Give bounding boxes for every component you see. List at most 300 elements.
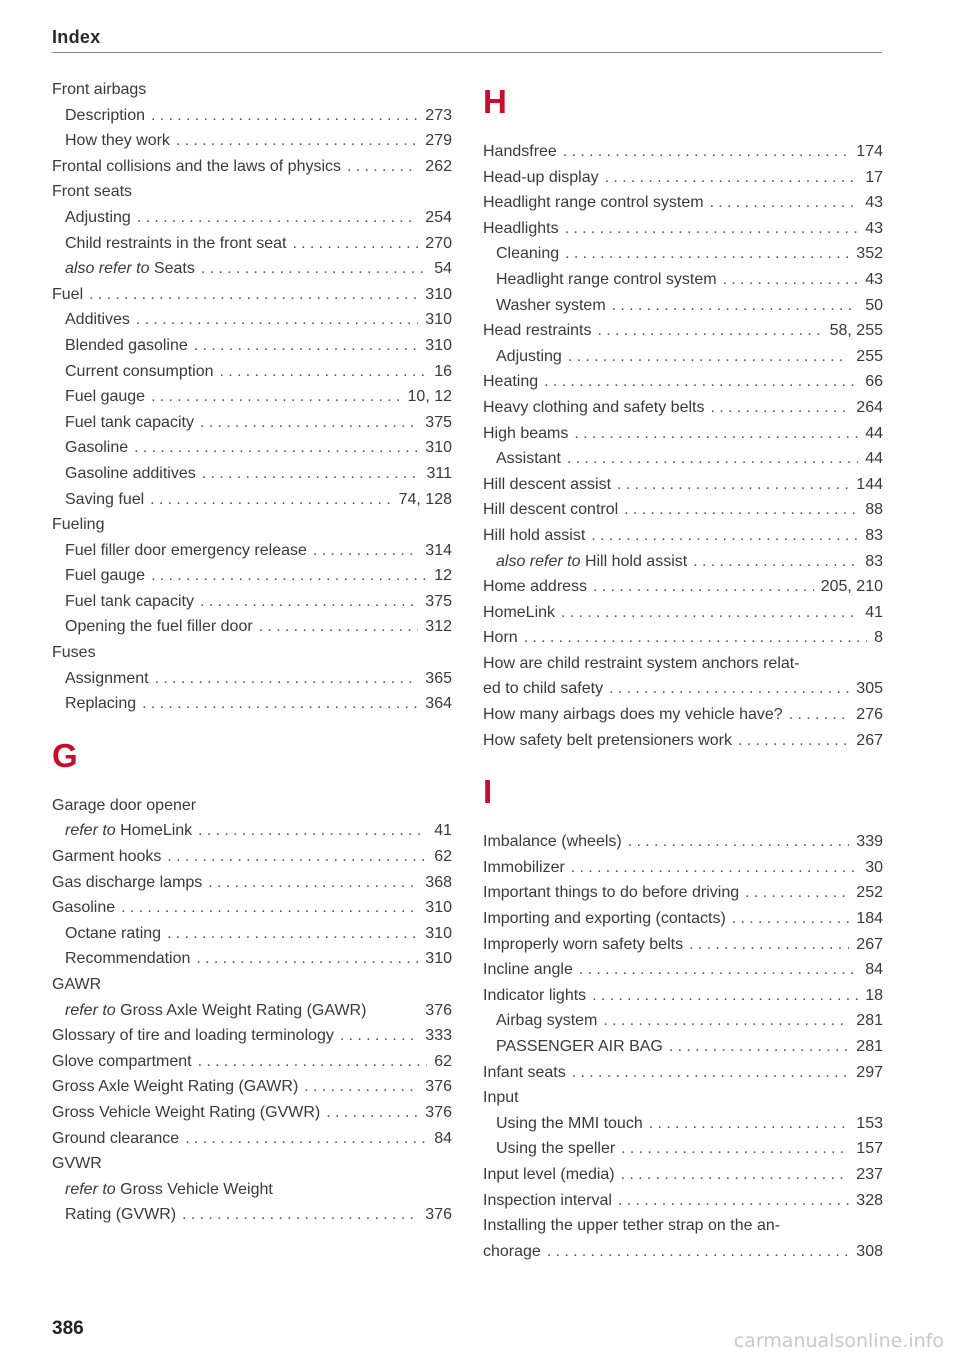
entry-term [65, 1181, 273, 1198]
entry-term [52, 666, 149, 692]
watermark: carmanualsonline.info [733, 1330, 944, 1352]
index-entry [52, 563, 452, 589]
dot-leader [649, 1111, 850, 1137]
dot-leader [598, 318, 823, 344]
entry-term [483, 497, 618, 523]
index-entry [52, 921, 452, 947]
index-entry [483, 165, 883, 191]
entry-text: Home address [483, 578, 588, 596]
entry-term [483, 574, 587, 600]
entry-text: Improperly worn safety belts [483, 935, 684, 953]
cross-reference-label: also refer to [65, 260, 150, 278]
index-entry [483, 625, 883, 651]
entry-page-ref: 262 [425, 157, 452, 175]
entry-text: Headlight range control system [496, 270, 717, 288]
dot-leader [605, 165, 859, 191]
index-entry [52, 666, 452, 692]
entry-text: Imbalance (wheels) [483, 833, 622, 851]
dot-leader [196, 946, 418, 972]
entry-text: Fuel gauge [65, 388, 146, 406]
entry-text: Heavy clothing and safety belts [483, 398, 705, 416]
entry-term [483, 855, 565, 881]
entry-term [483, 1162, 615, 1188]
index-heading [483, 1085, 883, 1111]
entry-text: Rating (GVWR) [65, 1206, 177, 1224]
entry-term [52, 921, 161, 947]
index-entry [52, 333, 452, 359]
dot-leader [565, 216, 859, 242]
index-entry [483, 880, 883, 906]
entry-text: Recommendation [65, 950, 191, 968]
index-entry [483, 369, 883, 395]
entry-term [52, 359, 214, 385]
entry-text: Assistant [496, 450, 561, 468]
entry-text: Blended gasoline [65, 336, 188, 354]
entry-text: Hill hold assist [483, 526, 586, 544]
entry-text: How safety belt pretensioners work [483, 731, 732, 749]
dot-leader [571, 855, 858, 881]
entry-page-ref: 44 [865, 450, 883, 468]
index-entry [483, 600, 883, 626]
entry-text: Garment hooks [52, 848, 162, 866]
entry-page-ref: 281 [856, 1038, 883, 1055]
entry-term [52, 231, 286, 257]
entry-term [483, 293, 606, 319]
dot-leader [208, 870, 418, 896]
dot-leader [621, 1162, 850, 1188]
entry-text: Headlight range control system [483, 194, 704, 212]
entry-text: Fuel [52, 285, 84, 303]
entry-term [52, 516, 104, 533]
entry-text: Adjusting [65, 208, 131, 226]
dot-leader [591, 523, 858, 549]
entry-term [483, 267, 717, 293]
entry-page-ref: 310 [425, 439, 452, 457]
index-entry [483, 293, 883, 319]
page-header: Index [52, 27, 101, 47]
entry-term [483, 957, 573, 983]
entry-text: Front airbags [52, 81, 147, 98]
index-entry [52, 410, 452, 436]
entry-page-ref: 281 [856, 1012, 883, 1030]
cross-reference-label: refer to [65, 1180, 116, 1198]
entry-text: Input level (media) [483, 1165, 615, 1183]
entry-text: Replacing [65, 695, 137, 713]
index-entry [52, 103, 452, 129]
entry-term [483, 1239, 541, 1265]
entry-page-ref: 376 [425, 1001, 452, 1019]
index-entry [52, 1100, 452, 1126]
entry-text: chorage [483, 1242, 541, 1260]
index-entry [52, 487, 452, 513]
entry-term [52, 128, 170, 154]
dot-leader [89, 282, 418, 308]
entry-term [52, 307, 130, 333]
index-entry [52, 384, 452, 410]
index-heading [52, 1177, 452, 1203]
index-entry [52, 282, 452, 308]
entry-term [483, 523, 585, 549]
entry-term [52, 333, 188, 359]
index-entry [483, 702, 883, 728]
entry-page-ref: 255 [856, 347, 883, 365]
entry-term [52, 1100, 320, 1126]
index-entry [52, 691, 452, 717]
dot-leader [347, 154, 418, 180]
index-entry [483, 1060, 883, 1086]
entry-text: Important things to do before driving [483, 884, 740, 902]
dot-leader [340, 1023, 418, 1049]
index-entry [483, 983, 883, 1009]
entry-text: Input [483, 1089, 519, 1107]
entry-term [52, 1023, 334, 1049]
entry-term [483, 344, 562, 370]
entry-page-ref: 267 [856, 935, 883, 953]
entry-text: Gas discharge lamps [52, 873, 203, 891]
index-entry [483, 855, 883, 881]
index-column-left [52, 77, 452, 1228]
entry-text: Ground clearance [52, 1129, 180, 1147]
index-entry [483, 1111, 883, 1137]
index-entry [52, 870, 452, 896]
entry-page-ref: 58, 255 [829, 322, 883, 340]
entry-text: Fuel filler door emergency release [65, 541, 307, 559]
entry-term [483, 190, 704, 216]
entry-text: Immobilizer [483, 858, 565, 876]
entry-text: Importing and exporting (contacts) [483, 910, 726, 928]
entry-text: Glove compartment [52, 1052, 192, 1070]
entry-term [483, 932, 683, 958]
entry-page-ref: 17 [865, 168, 883, 186]
section-letter: G [52, 736, 78, 774]
dot-leader [738, 728, 849, 754]
entry-page-ref: 270 [425, 234, 452, 252]
entry-term [483, 1136, 615, 1162]
entry-text: Horn [483, 629, 518, 647]
index-entry [483, 446, 883, 472]
entry-text: Glossary of tire and loading terminology [52, 1027, 334, 1045]
entry-text: Gross Vehicle Weight [120, 1180, 273, 1198]
dot-leader [326, 1100, 418, 1126]
index-entry [52, 128, 452, 154]
entry-term [483, 600, 555, 626]
dot-leader [304, 1074, 418, 1100]
entry-term [483, 139, 557, 165]
dot-leader [624, 497, 858, 523]
entry-term [52, 103, 145, 129]
dot-leader [693, 549, 858, 575]
entry-page-ref: 305 [856, 680, 883, 698]
index-entry [483, 1239, 883, 1265]
entry-term [52, 691, 136, 717]
index-entry [52, 435, 452, 461]
entry-term [52, 589, 194, 615]
dot-leader [745, 880, 849, 906]
index-entry [483, 906, 883, 932]
entry-text: Washer system [496, 296, 606, 314]
entry-term [483, 829, 622, 855]
entry-page-ref: 314 [425, 541, 452, 559]
entry-term [483, 241, 559, 267]
entry-page-ref: 184 [856, 910, 883, 928]
entry-page-ref: 30 [865, 858, 883, 876]
entry-text: Fuses [52, 644, 96, 662]
index-heading [52, 640, 452, 666]
dot-leader [185, 1126, 427, 1152]
index-entry [52, 614, 452, 640]
entry-text: Inspection interval [483, 1191, 612, 1209]
entry-page-ref: 84 [434, 1129, 452, 1147]
index-heading [483, 651, 883, 677]
dot-leader [150, 487, 391, 513]
entry-page-ref: 297 [856, 1063, 883, 1081]
dot-leader [292, 231, 418, 257]
entry-term [483, 472, 611, 498]
dot-leader [567, 446, 858, 472]
entry-page-ref: 62 [434, 848, 452, 866]
entry-page-ref: 310 [425, 311, 452, 329]
entry-term [483, 625, 518, 651]
cross-reference-label: refer to [65, 822, 116, 840]
dot-leader [732, 906, 850, 932]
entry-text: Installing the upper tether strap on the an- [483, 1217, 781, 1235]
entry-text: Head-up display [483, 168, 599, 186]
entry-page-ref: 205, 210 [820, 578, 883, 596]
index-entry [52, 461, 452, 487]
entry-text: Airbag system [496, 1012, 598, 1030]
entry-term [52, 844, 161, 870]
entry-text: How are child restraint system anchors relat- [483, 654, 800, 672]
section-letter: I [483, 773, 493, 811]
dot-leader [202, 461, 420, 487]
entry-term [52, 81, 146, 98]
index-entry [52, 359, 452, 385]
entry-text: Saving fuel [65, 490, 145, 508]
index-entry [483, 549, 883, 575]
index-heading [52, 512, 452, 538]
entry-term [483, 1188, 612, 1214]
entry-term [483, 728, 732, 754]
entry-term [52, 282, 83, 308]
entry-text: Gasoline additives [65, 464, 196, 482]
entry-text: Gross Axle Weight Rating (GAWR) [120, 1001, 367, 1019]
entry-term [483, 1008, 597, 1034]
entry-term [483, 1217, 780, 1234]
entry-term [52, 256, 195, 282]
entry-page-ref: 41 [865, 603, 883, 621]
entry-page-ref: 339 [856, 833, 883, 851]
header-rule [52, 52, 882, 53]
entry-text: Heating [483, 373, 539, 391]
dot-leader [710, 190, 859, 216]
dot-leader [689, 932, 849, 958]
entry-text: Handsfree [483, 143, 557, 160]
index-heading [52, 1151, 452, 1177]
entry-text: Fueling [52, 516, 105, 534]
index-entry [483, 574, 883, 600]
entry-text: Head restraints [483, 322, 592, 340]
entry-page-ref: 41 [434, 822, 452, 840]
entry-text: Front seats [52, 183, 133, 201]
entry-term [483, 549, 687, 575]
entry-term [52, 154, 341, 180]
entry-term [52, 1202, 176, 1228]
entry-term [52, 183, 132, 200]
cross-reference-label: refer to [65, 1001, 116, 1019]
entry-text: Hill hold assist [584, 552, 688, 570]
index-entry [483, 395, 883, 421]
entry-text: Infant seats [483, 1063, 566, 1081]
dot-leader [167, 844, 427, 870]
dot-leader [628, 829, 850, 855]
entry-page-ref: 364 [425, 695, 452, 713]
entry-page-ref: 83 [865, 526, 883, 544]
entry-term [483, 165, 599, 191]
entry-term [483, 318, 592, 344]
index-entry [483, 1162, 883, 1188]
entry-text: HomeLink [483, 603, 556, 621]
entry-page-ref: 279 [425, 132, 452, 150]
dot-leader [134, 435, 418, 461]
entry-page-ref: 74, 128 [398, 490, 452, 508]
dot-leader [563, 139, 849, 165]
entry-page-ref: 153 [856, 1114, 883, 1132]
section-gap [52, 717, 452, 731]
entry-page-ref: 375 [425, 592, 452, 610]
dot-leader [313, 538, 418, 564]
entry-term [52, 818, 192, 844]
dot-leader [603, 1008, 849, 1034]
index-entry [483, 318, 883, 344]
index-entry [52, 1023, 452, 1049]
dot-leader [524, 625, 867, 651]
entry-text: Adjusting [496, 347, 562, 365]
entry-text: Octane rating [65, 924, 162, 942]
index-entry [483, 676, 883, 702]
dot-leader [789, 702, 850, 728]
entry-term [52, 946, 190, 972]
entry-page-ref: 54 [434, 260, 452, 278]
entry-text: Assignment [65, 669, 149, 687]
entry-page-ref: 18 [865, 986, 883, 1004]
entry-page-ref: 312 [425, 618, 452, 636]
entry-page-ref: 310 [425, 950, 452, 968]
entry-text: GVWR [52, 1155, 102, 1173]
entry-term [52, 870, 202, 896]
index-heading [52, 77, 452, 103]
entry-term [483, 1089, 519, 1106]
index-heading [52, 179, 452, 205]
entry-term [52, 410, 194, 436]
entry-term [483, 983, 586, 1009]
dot-leader [200, 589, 418, 615]
dot-leader [544, 369, 858, 395]
entry-term [52, 563, 145, 589]
entry-term [483, 216, 559, 242]
entry-page-ref: 352 [856, 245, 883, 263]
entry-term [483, 446, 561, 472]
index-entry [483, 190, 883, 216]
index-entry [52, 256, 452, 282]
entry-term [52, 976, 101, 993]
entry-page-ref: 88 [865, 501, 883, 519]
entry-page-ref: 254 [425, 208, 452, 226]
entry-text: Additives [65, 311, 130, 329]
dot-leader [151, 103, 418, 129]
entry-term [52, 1049, 192, 1075]
entry-term [52, 461, 196, 487]
entry-page-ref: 376 [425, 1078, 452, 1096]
dot-leader [194, 333, 419, 359]
dot-leader [574, 421, 858, 447]
index-entry [52, 589, 452, 615]
index-entry [483, 139, 883, 165]
dot-leader [568, 344, 849, 370]
entry-text: Seats [153, 260, 195, 278]
dot-leader [547, 1239, 849, 1265]
entry-text: Child restraints in the front seat [65, 234, 287, 252]
index-entry [52, 818, 452, 844]
dot-leader [612, 293, 859, 319]
index-entry [52, 1202, 452, 1228]
entry-text: Hill descent control [483, 501, 619, 519]
entry-text: Description [65, 106, 146, 124]
section-letter: H [483, 83, 507, 120]
index-column-right [483, 77, 883, 1264]
dot-leader [200, 410, 418, 436]
dot-leader [142, 691, 418, 717]
entry-text: PASSENGER AIR BAG [496, 1038, 663, 1055]
entry-text: ed to child safety [483, 680, 604, 698]
entry-term [483, 702, 783, 728]
entry-text: Using the speller [496, 1140, 616, 1158]
entry-text: Gasoline [52, 899, 116, 917]
entry-page-ref: 310 [425, 285, 452, 303]
dot-leader [617, 472, 849, 498]
entry-page-ref: 376 [425, 1206, 452, 1224]
entry-term [52, 998, 366, 1024]
entry-page-ref: 157 [856, 1140, 883, 1158]
entry-term [52, 205, 131, 231]
index-entry [52, 946, 452, 972]
index-entry [483, 1136, 883, 1162]
entry-page-ref: 8 [874, 629, 883, 647]
entry-page-ref: 267 [856, 731, 883, 749]
entry-page-ref: 308 [856, 1242, 883, 1260]
index-heading [52, 972, 452, 998]
entry-page-ref: 83 [865, 552, 883, 570]
entry-text: HomeLink [120, 822, 193, 840]
entry-page-ref: 174 [856, 143, 883, 160]
entry-term [483, 1111, 643, 1137]
entry-page-ref: 66 [865, 373, 883, 391]
dot-leader [561, 600, 858, 626]
entry-term [52, 435, 128, 461]
dot-leader [572, 1060, 850, 1086]
index-entry [483, 421, 883, 447]
entry-term [52, 895, 115, 921]
index-entry [52, 1074, 452, 1100]
index-entry [52, 844, 452, 870]
entry-text: Gross Vehicle Weight Rating (GVWR) [52, 1103, 321, 1121]
dot-leader [167, 921, 418, 947]
entry-text: Fuel tank capacity [65, 592, 194, 610]
entry-page-ref: 62 [434, 1052, 452, 1070]
index-entry [483, 829, 883, 855]
dot-leader [151, 563, 427, 589]
entry-term [52, 487, 144, 513]
entry-page-ref: 264 [856, 398, 883, 416]
